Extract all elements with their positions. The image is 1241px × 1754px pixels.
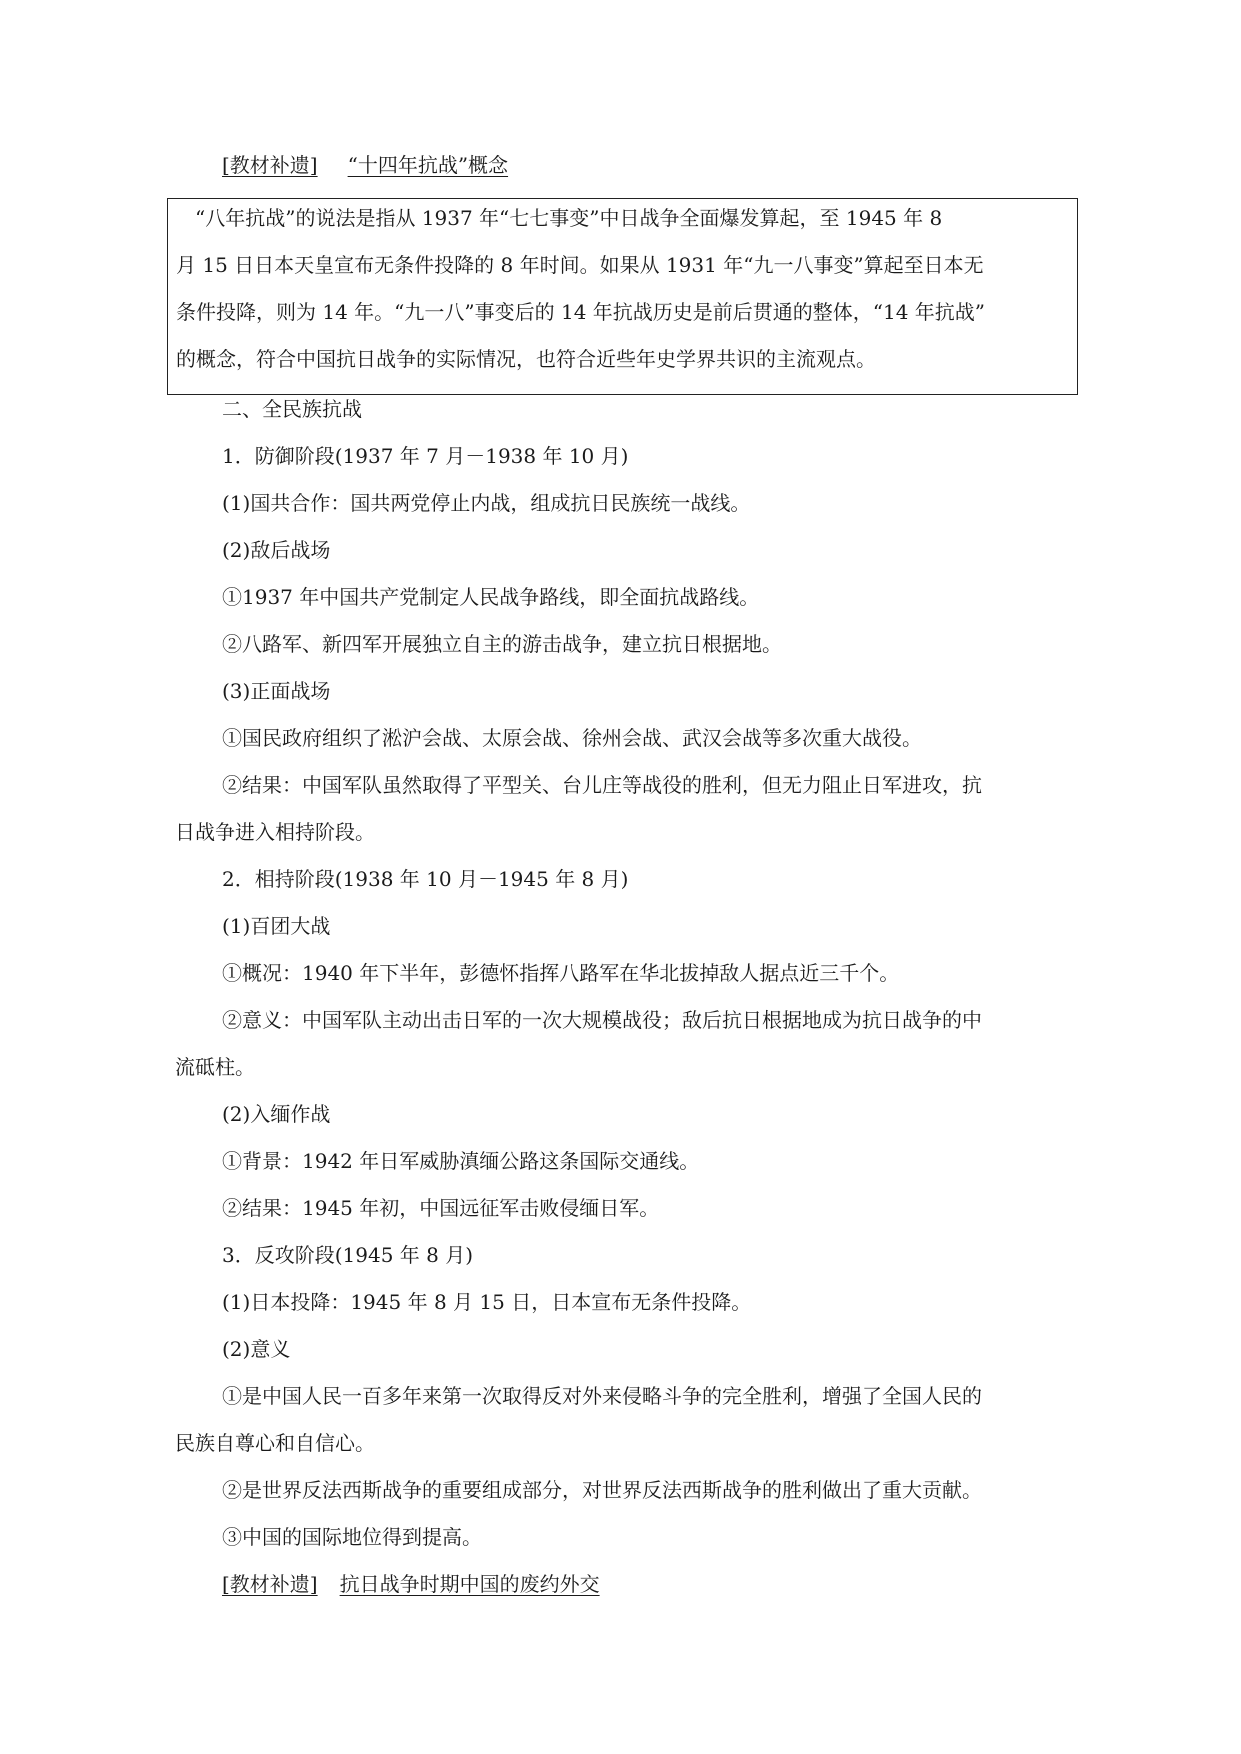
note-box	[167, 198, 1078, 395]
paragraph-line: ①国民政府组织了淞沪会战、太原会战、徐州会战、武汉会战等多次重大战役。	[222, 726, 922, 750]
paragraph-line: ②结果：中国军队虽然取得了平型关、台儿庄等战役的胜利，但无力阻止日军进攻，抗	[222, 773, 982, 797]
paragraph-line: ②八路军、新四军开展独立自主的游击战争，建立抗日根据地。	[222, 632, 782, 656]
paragraph-line: ③中国的国际地位得到提高。	[222, 1525, 482, 1549]
subsection-heading: 2．相持阶段(1938 年 10 月－1945 年 8 月)	[222, 867, 629, 891]
supplement-title: 抗日战争时期中国的废约外交	[339, 1572, 600, 1596]
supplement-heading-2	[222, 1571, 600, 1597]
paragraph-line: ①是中国人民一百多年来第一次取得反对外来侵略斗争的完全胜利，增强了全国人民的	[222, 1384, 982, 1408]
paragraph-line: ②结果：1945 年初，中国远征军击败侵缅日军。	[222, 1196, 660, 1220]
paragraph-line: (1)日本投降：1945 年 8 月 15 日，日本宣布无条件投降。	[222, 1290, 752, 1314]
paragraph-line: (2)意义	[222, 1337, 291, 1361]
supplement-label: [教材补遗]	[222, 1572, 318, 1596]
subsection-heading: 1．防御阶段(1937 年 7 月－1938 年 10 月)	[222, 444, 629, 468]
paragraph-line: (3)正面战场	[222, 679, 331, 703]
paragraph-line: ①1937 年中国共产党制定人民战争路线，即全面抗战路线。	[222, 585, 760, 609]
paragraph-line: ②意义：中国军队主动出击日军的一次大规模战役；敌后抗日根据地成为抗日战争的中	[222, 1008, 982, 1032]
paragraph-line: ②是世界反法西斯战争的重要组成部分，对世界反法西斯战争的胜利做出了重大贡献。	[222, 1478, 982, 1502]
paragraph-line: (2)敌后战场	[222, 538, 331, 562]
paragraph-line: (1)国共合作：国共两党停止内战，组成抗日民族统一战线。	[222, 491, 751, 515]
note-line: 月 15 日日本天皇宣布无条件投降的 8 年时间。如果从 1931 年“九一八事变”算起至日本无	[176, 253, 984, 277]
paragraph-line: (1)百团大战	[222, 914, 331, 938]
supplement-heading-1	[222, 152, 508, 178]
paragraph-line: ①概况：1940 年下半年，彭德怀指挥八路军在华北拔掉敌人据点近三千个。	[222, 961, 900, 985]
supplement-label: [教材补遗]	[222, 153, 318, 177]
note-line: “八年抗战”的说法是指从 1937 年“七七事变”中日战争全面爆发算起，至 1945 年 8	[195, 206, 943, 230]
paragraph-line: 民族自尊心和自信心。	[175, 1431, 375, 1455]
section-heading: 二、全民族抗战	[222, 397, 362, 421]
paragraph-line: ①背景：1942 年日军威胁滇缅公路这条国际交通线。	[222, 1149, 700, 1173]
note-line: 条件投降，则为 14 年。“九一八”事变后的 14 年抗战历史是前后贯通的整体，“14 年抗战”	[176, 300, 986, 324]
paragraph-line: (2)入缅作战	[222, 1102, 331, 1126]
supplement-title: “十四年抗战”概念	[347, 153, 509, 177]
paragraph-line: 日战争进入相持阶段。	[175, 820, 375, 844]
paragraph-line: 流砥柱。	[175, 1055, 255, 1079]
subsection-heading: 3．反攻阶段(1945 年 8 月)	[222, 1243, 474, 1267]
note-line: 的概念，符合中国抗日战争的实际情况，也符合近些年史学界共识的主流观点。	[176, 347, 876, 371]
